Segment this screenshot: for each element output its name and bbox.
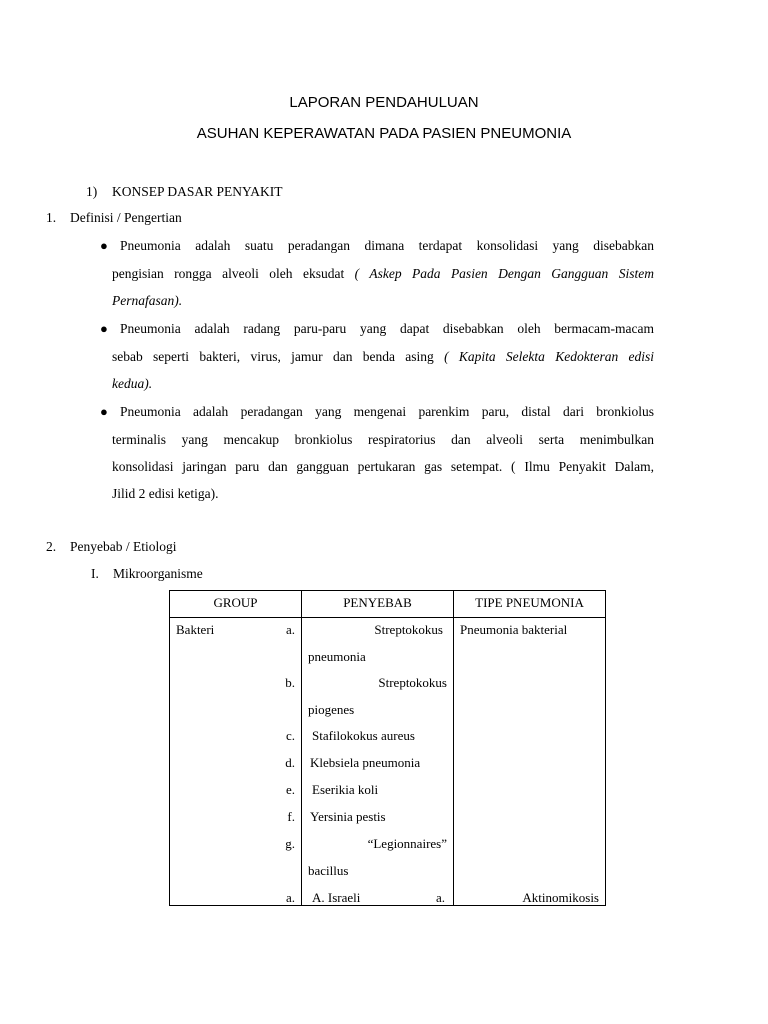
paragraph-line: Pneumonia adalah peradangan yang mengenai parenkim paru, distal dari bronkiolus [120, 404, 654, 419]
group-cell [170, 618, 302, 906]
paragraph-line: terminalis yang mencakup bronkiolus respiratorius dan alveoli serta menimbulkan [112, 432, 654, 447]
cause-text: bacillus [308, 863, 349, 878]
group-label: Bakteri [176, 622, 215, 637]
paragraph-line: Jilid 2 edisi ketiga). [112, 486, 219, 501]
cause-text: A. Israeli [312, 890, 361, 905]
paragraph-line: konsolidasi jaringan paru dan gangguan pertukaran gas setempat. ( Ilmu Penyakit Dalam, [112, 459, 654, 474]
item-number: 1. [46, 210, 57, 225]
subitem-heading: Mikroorganisme [113, 566, 203, 581]
paragraph-line: Pneumonia adalah radang paru-paru yang dapat disebabkan oleh bermacam-macam [120, 321, 654, 336]
subitem-number: I. [91, 566, 99, 581]
page-subtitle: ASUHAN KEPERAWATAN PADA PASIEN PNEUMONIA [196, 125, 572, 142]
cause-text: “Legionnaires” [367, 836, 447, 851]
page-title: LAPORAN PENDAHULUAN [289, 94, 479, 111]
cause-cell [302, 618, 454, 906]
cause-text: Stafilokokus aureus [312, 728, 415, 743]
bullet-icon: ● [100, 238, 108, 253]
cause-text: piogenes [308, 702, 355, 717]
paragraph-line: Pernafasan). [112, 293, 183, 308]
cause-text: pneumonia [308, 649, 366, 664]
etiology-table [169, 590, 606, 906]
item-number: 2. [46, 539, 57, 554]
cause-text: Klebsiela pneumonia [310, 755, 421, 770]
type-cell [454, 618, 606, 906]
column-header: GROUP [170, 591, 302, 618]
list-letter: g. [285, 836, 295, 851]
cause-text: Eserikia koli [312, 782, 379, 797]
list-letter: d. [285, 755, 295, 770]
list-letter: a. [285, 622, 295, 637]
section-number: 1) [86, 184, 98, 199]
paragraph-line: kedua). [112, 376, 153, 391]
paragraph-line: sebab seperti bakteri, virus, jamur dan benda asing ( Kapita Selekta Kedokteran edisi [112, 349, 654, 364]
type-text: Pneumonia bakterial [460, 622, 568, 637]
bullet-icon: ● [100, 321, 108, 336]
column-header: TIPE PNEUMONIA [454, 591, 606, 618]
list-letter: a. [285, 890, 295, 905]
list-letter: b. [285, 675, 295, 690]
list-letter: c. [285, 728, 295, 743]
section-heading: KONSEP DASAR PENYAKIT [112, 184, 283, 199]
paragraph-line: Pneumonia adalah suatu peradangan dimana terdapat konsolidasi yang disebabkan [120, 238, 654, 253]
cause-text: Yersinia pestis [310, 809, 386, 824]
paragraph-line: pengisian rongga alveoli oleh eksudat ( Askep Pada Pasien Dengan Gangguan Sistem [112, 266, 654, 281]
item-heading: Penyebab / Etiologi [70, 539, 177, 554]
list-letter: a. [435, 890, 445, 905]
bullet-icon: ● [100, 404, 108, 419]
item-heading: Definisi / Pengertian [70, 210, 182, 225]
column-header: PENYEBAB [302, 591, 454, 618]
cause-text: Streptokokus [378, 675, 447, 690]
list-letter: f. [287, 809, 295, 824]
type-text: Aktinomikosis [522, 890, 599, 905]
cause-text: Streptokokus [374, 622, 443, 637]
list-letter: e. [285, 782, 295, 797]
